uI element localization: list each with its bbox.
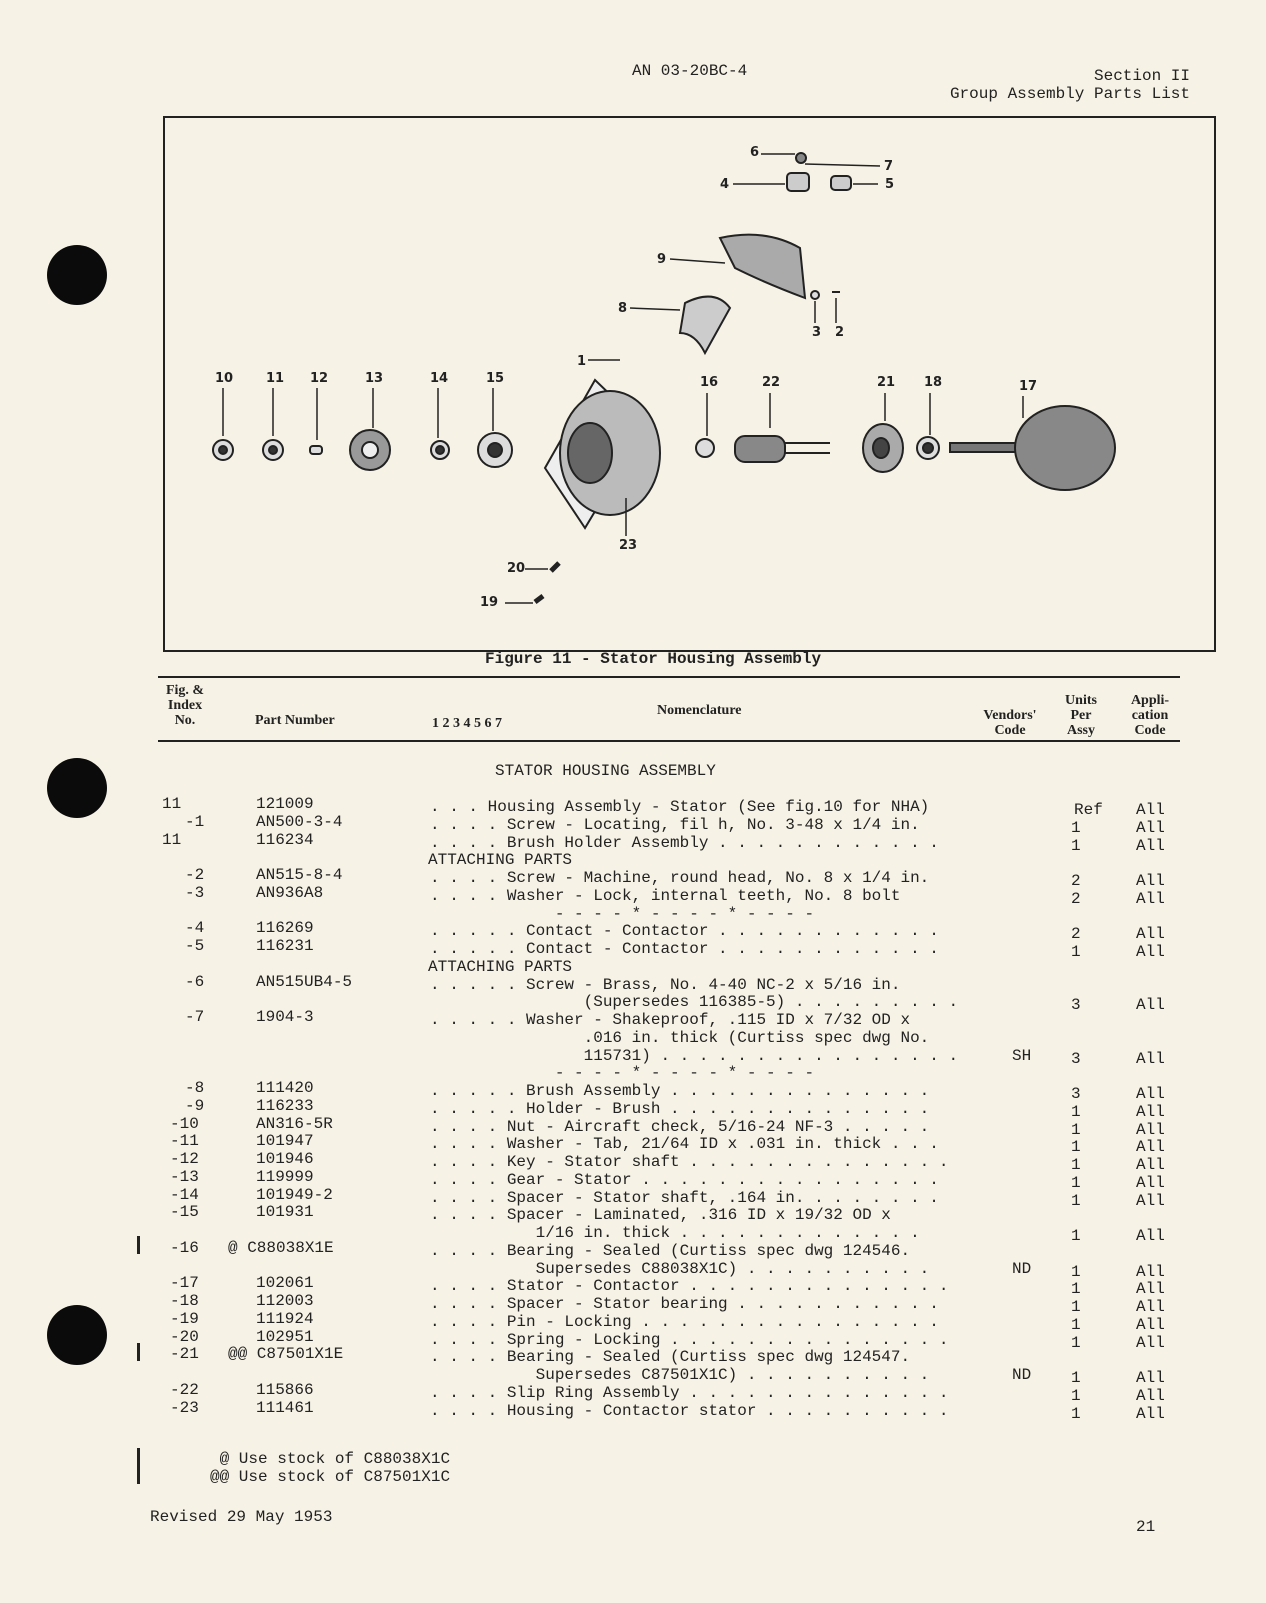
units-per-assy: 3: [1071, 1085, 1081, 1103]
nomenclature: . . . . Slip Ring Assembly . . . . . . . . . . . . . .: [430, 1383, 949, 1402]
fig-index: -12: [170, 1150, 199, 1168]
fig-index: -10: [170, 1114, 199, 1133]
page-number: 21: [1136, 1518, 1156, 1536]
fig-index: -8: [185, 1079, 205, 1097]
fig-index: -20: [170, 1327, 199, 1346]
header-nomenclature: Nomenclature: [657, 703, 742, 718]
fig-index: -23: [170, 1398, 199, 1417]
fig-index: -11: [170, 1132, 199, 1151]
callout-label: 8: [618, 301, 628, 316]
units-per-assy: 1: [1071, 1156, 1081, 1174]
revision-date: Revised 29 May 1953: [150, 1508, 333, 1526]
part-number: 112003: [256, 1292, 314, 1310]
part-number: @ C88038X1E: [228, 1238, 334, 1257]
part-number: 111461: [256, 1398, 314, 1417]
fig-index: -7: [185, 1008, 205, 1026]
header-units-per-assy: Units Per Assy: [1065, 693, 1097, 738]
part-number: AN316-5R: [256, 1114, 333, 1133]
application-code: All: [1136, 1404, 1165, 1423]
part-number: 116234: [256, 830, 314, 849]
nomenclature: . . . . . Contact - Contactor . . . . . . . . . . . .: [430, 940, 939, 958]
nomenclature: . . . . . Holder - Brush . . . . . . . . . . . . . .: [430, 1099, 930, 1118]
callout-label: 17: [1019, 379, 1038, 394]
application-code: All: [1136, 801, 1165, 819]
part-number: 116233: [256, 1096, 314, 1115]
units-per-assy: Ref: [1074, 801, 1103, 819]
nomenclature: . . . . Spacer - Laminated, .316 ID x 19/32 OD x: [430, 1206, 891, 1225]
nomenclature: - - - - * - - - - * - - - -: [430, 1064, 815, 1083]
application-code: All: [1136, 1156, 1165, 1174]
application-code: All: [1136, 1369, 1165, 1387]
callout-label: 10: [215, 371, 234, 386]
units-per-assy: 1: [1071, 1120, 1081, 1139]
part-number: 116269: [256, 919, 314, 938]
application-code: All: [1136, 836, 1165, 855]
nomenclature: . . . . Gear - Stator . . . . . . . . . . . . . . . .: [430, 1170, 939, 1189]
units-per-assy: 1: [1071, 818, 1081, 837]
application-code: All: [1136, 1333, 1165, 1352]
header-application-code: Appli- cation Code: [1130, 693, 1170, 738]
part-number: AN500-3-4: [256, 812, 343, 831]
fig-index: -4: [185, 919, 205, 938]
change-bar: [137, 1343, 140, 1361]
part-number: 102951: [256, 1327, 314, 1346]
units-per-assy: 1: [1071, 1102, 1081, 1121]
nomenclature: . . . . Washer - Lock, internal teeth, No. 8 bolt: [430, 886, 901, 905]
units-per-assy: 3: [1071, 1049, 1081, 1068]
callout-label: 7: [884, 159, 894, 174]
nomenclature: . . . . . Brush Assembly . . . . . . . . . . . . . .: [430, 1082, 930, 1100]
nomenclature: ATTACHING PARTS: [428, 851, 573, 870]
fig-index: -13: [170, 1167, 199, 1186]
application-code: All: [1136, 943, 1165, 961]
fig-index: -5: [185, 937, 205, 955]
fig-index: -17: [170, 1274, 199, 1293]
change-bar: [137, 1236, 140, 1254]
callout-label: 23: [619, 538, 638, 553]
application-code: All: [1136, 872, 1165, 890]
nomenclature: .016 in. thick (Curtiss spec dwg No.: [430, 1028, 930, 1047]
application-code: All: [1136, 925, 1165, 944]
units-per-assy: 1: [1071, 1369, 1081, 1387]
units-per-assy: 2: [1071, 872, 1081, 890]
application-code: All: [1136, 1191, 1165, 1210]
change-bar: [137, 1448, 140, 1484]
callout-label: 1: [577, 354, 587, 369]
units-per-assy: 1: [1071, 836, 1081, 855]
fig-index: -2: [185, 866, 205, 884]
part-number: 101946: [256, 1150, 314, 1168]
units-per-assy: 2: [1071, 889, 1081, 908]
units-per-assy: 1: [1071, 1227, 1081, 1245]
units-per-assy: 1: [1071, 1404, 1081, 1423]
fig-index: -1: [185, 812, 205, 831]
nomenclature: . . . . Pin - Locking . . . . . . . . . . . . . . . .: [430, 1312, 939, 1331]
callout-label: 9: [657, 252, 667, 267]
application-code: All: [1136, 1227, 1165, 1245]
header-vendors-code: Vendors' Code: [983, 708, 1037, 738]
vendor-code: SH: [1012, 1046, 1032, 1065]
application-code: All: [1136, 1262, 1165, 1281]
nomenclature: Supersedes C88038X1C) . . . . . . . . . .: [430, 1259, 930, 1278]
callout-label: 3: [812, 325, 822, 340]
nomenclature: . . . . Spacer - Stator bearing . . . . . . . . . . .: [430, 1295, 939, 1313]
callout-label: 5: [885, 177, 895, 192]
callout-label: 14: [430, 371, 449, 386]
fig-index: -18: [170, 1292, 199, 1310]
nomenclature: . . . . . Washer - Shakeproof, .115 ID x 7/32 OD x: [430, 1011, 911, 1029]
figure-caption: Figure 11 - Stator Housing Assembly: [485, 650, 822, 668]
callout-label: 18: [924, 375, 943, 390]
section-label: Section II: [1093, 67, 1190, 85]
callout-label: 19: [480, 595, 499, 610]
fig-index: -14: [170, 1185, 199, 1204]
application-code: All: [1136, 1085, 1165, 1103]
part-number: 116231: [256, 937, 314, 955]
nomenclature: 115731) . . . . . . . . . . . . . . . .: [430, 1046, 959, 1065]
nomenclature: . . . . Screw - Machine, round head, No. 8 x 1/4 in.: [430, 869, 930, 887]
nomenclature: Supersedes C87501X1C) . . . . . . . . . .: [430, 1366, 930, 1384]
application-code: All: [1136, 818, 1165, 837]
fig-index: -15: [170, 1203, 199, 1222]
nomenclature: . . . . Bearing - Sealed (Curtiss spec dwg 124547.: [430, 1348, 911, 1367]
part-number: AN515UB4-5: [256, 972, 353, 991]
part-number: 111420: [256, 1079, 314, 1097]
footnote: @@ Use stock of C87501X1C: [210, 1468, 451, 1486]
nomenclature: . . . . Housing - Contactor stator . . . . . . . . . .: [430, 1401, 949, 1420]
nomenclature: . . . Housing Assembly - Stator (See fig.10 for NHA): [430, 798, 930, 816]
units-per-assy: 1: [1071, 1191, 1081, 1210]
units-per-assy: 1: [1071, 1138, 1081, 1157]
units-per-assy: 1: [1071, 1280, 1081, 1299]
units-per-assy: 2: [1071, 925, 1081, 944]
application-code: All: [1136, 1298, 1165, 1316]
callout-label: 22: [762, 375, 781, 390]
section-title: Group Assembly Parts List: [949, 85, 1190, 103]
callout-label: 15: [486, 371, 505, 386]
punch-hole: [47, 1305, 107, 1365]
fig-index: 11: [162, 795, 182, 813]
application-code: All: [1136, 889, 1165, 908]
nomenclature: . . . . Key - Stator shaft . . . . . . . . . . . . . .: [430, 1153, 949, 1171]
nomenclature: - - - - * - - - - * - - - -: [430, 904, 815, 923]
callout-label: 16: [700, 375, 719, 390]
nomenclature: . . . . . Screw - Brass, No. 4-40 NC-2 x 5/16 in.: [430, 975, 901, 994]
application-code: All: [1136, 1280, 1165, 1299]
nomenclature: (Supersedes 116385-5) . . . . . . . . .: [430, 993, 959, 1012]
part-number: 101947: [256, 1132, 314, 1151]
fig-index: -3: [185, 883, 205, 902]
header-indent-levels: 1 2 3 4 5 6 7: [432, 716, 502, 731]
units-per-assy: 1: [1071, 1315, 1081, 1334]
fig-index: -19: [170, 1309, 199, 1328]
group-title: STATOR HOUSING ASSEMBLY: [495, 762, 716, 780]
part-number: 111924: [256, 1309, 314, 1328]
header-part-number: Part Number: [255, 713, 335, 728]
part-number: 101949-2: [256, 1185, 333, 1204]
punch-hole: [47, 758, 107, 818]
part-number: 115866: [256, 1380, 314, 1399]
application-code: All: [1136, 1049, 1165, 1068]
nomenclature: 1/16 in. thick . . . . . . . . . . . . .: [430, 1224, 920, 1242]
part-number: 1904-3: [256, 1008, 314, 1026]
nomenclature: . . . . Nut - Aircraft check, 5/16-24 NF-3 . . . . .: [430, 1117, 930, 1136]
nomenclature: . . . . Screw - Locating, fil h, No. 3-48 x 1/4 in.: [430, 815, 920, 834]
document-number: AN 03-20BC-4: [632, 62, 748, 80]
callout-label: 2: [835, 325, 845, 340]
part-number: AN515-8-4: [256, 866, 343, 884]
part-number: 119999: [256, 1167, 314, 1186]
nomenclature: . . . . . Contact - Contactor . . . . . . . . . . . .: [430, 922, 939, 941]
application-code: All: [1136, 1102, 1165, 1121]
units-per-assy: 1: [1071, 1262, 1081, 1281]
part-number: 121009: [256, 795, 314, 813]
fig-index: 11: [162, 830, 182, 849]
nomenclature: . . . . Stator - Contactor . . . . . . . . . . . . . .: [430, 1277, 949, 1296]
callout-label: 13: [365, 371, 384, 386]
callout-label: 21: [877, 375, 896, 390]
units-per-assy: 1: [1071, 1386, 1081, 1405]
fig-index: -16: [170, 1238, 199, 1257]
part-number: 102061: [256, 1274, 314, 1293]
application-code: All: [1136, 1173, 1165, 1192]
nomenclature: . . . . Spring - Locking . . . . . . . . . . . . . . .: [430, 1330, 949, 1349]
vendor-code: ND: [1012, 1259, 1032, 1278]
application-code: All: [1136, 996, 1165, 1015]
callout-label: 4: [720, 177, 730, 192]
nomenclature: ATTACHING PARTS: [428, 957, 573, 976]
callout-label: 11: [266, 371, 285, 386]
callout-label: 6: [750, 145, 760, 160]
nomenclature: . . . . Washer - Tab, 21/64 ID x .031 in. thick . . .: [430, 1135, 939, 1154]
application-code: All: [1136, 1120, 1165, 1139]
units-per-assy: 1: [1071, 1173, 1081, 1192]
exploded-view-figure: [163, 116, 1216, 652]
fig-index: -6: [185, 972, 205, 991]
nomenclature: . . . . Brush Holder Assembly . . . . . . . . . . . .: [430, 833, 939, 852]
callout-label: 20: [507, 561, 526, 576]
callout-label: 12: [310, 371, 329, 386]
punch-hole: [47, 245, 107, 305]
table-header-rule: [158, 740, 1180, 742]
part-number: @@ C87501X1E: [228, 1345, 344, 1364]
units-per-assy: 1: [1071, 943, 1081, 961]
application-code: All: [1136, 1138, 1165, 1157]
table-top-rule: [158, 676, 1180, 678]
footnote: @ Use stock of C88038X1C: [210, 1450, 451, 1468]
application-code: All: [1136, 1386, 1165, 1405]
part-number: 101931: [256, 1203, 314, 1222]
fig-index: -22: [170, 1380, 199, 1399]
units-per-assy: 1: [1071, 1333, 1081, 1352]
nomenclature: . . . . Spacer - Stator shaft, .164 in. . . . . . . .: [430, 1188, 939, 1207]
units-per-assy: 1: [1071, 1298, 1081, 1316]
nomenclature: . . . . Bearing - Sealed (Curtiss spec dwg 124546.: [430, 1241, 911, 1260]
units-per-assy: 3: [1071, 996, 1081, 1015]
vendor-code: ND: [1012, 1366, 1032, 1384]
header-fig-index: Fig. & Index No.: [165, 683, 205, 728]
application-code: All: [1136, 1315, 1165, 1334]
fig-index: -21: [170, 1345, 199, 1364]
fig-index: -9: [185, 1096, 205, 1115]
part-number: AN936A8: [256, 883, 324, 902]
